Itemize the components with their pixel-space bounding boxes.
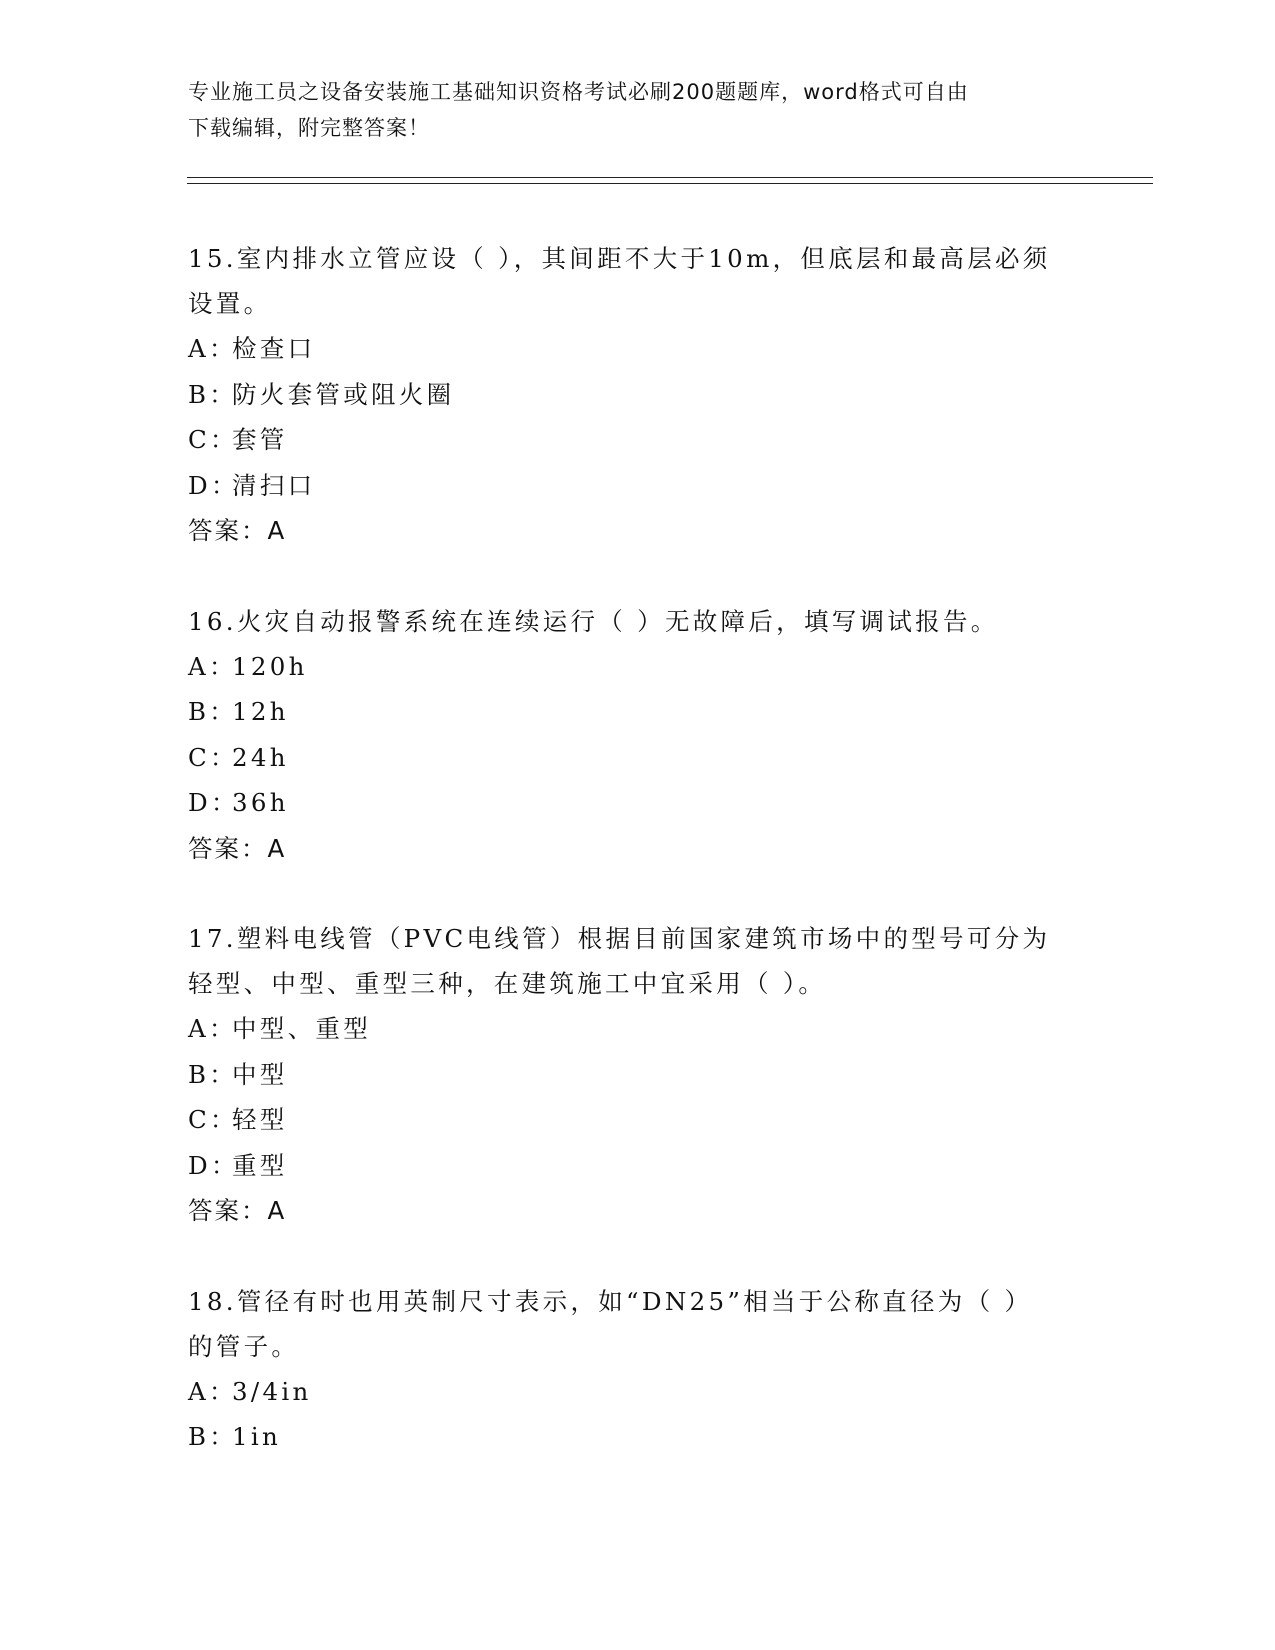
option-text: 24h [232, 742, 289, 772]
question-list [188, 236, 1088, 1505]
option-text: 36h [232, 788, 289, 817]
option-letter: D： [188, 788, 239, 817]
option-text: 套管 [232, 425, 288, 454]
option-d [188, 463, 1088, 509]
option-c [188, 417, 1088, 463]
option-text: 中型 [232, 1059, 288, 1089]
header-line-2: 下载编辑，附完整答案！ [188, 116, 430, 140]
option-a [188, 1369, 1088, 1415]
option-b [188, 1052, 1088, 1098]
option-text: 检查口 [232, 334, 316, 363]
option-text: 12h [232, 697, 289, 726]
question-stem-line-2: 轻型、中型、重型三种，在建筑施工中宜采用（ ）。 [188, 969, 827, 998]
question-stem-line-1: 16.火灾自动报警系统在连续运行（ ）无故障后，填写调试报告。 [188, 606, 999, 636]
header-divider-bottom [187, 183, 1153, 184]
answer-line: 答案：A [188, 516, 287, 545]
option-letter: A： [188, 1014, 237, 1043]
question-17 [188, 916, 1088, 1234]
question-18 [188, 1279, 1088, 1460]
option-d [188, 1143, 1088, 1189]
option-letter: D： [188, 1150, 239, 1180]
header-divider-top [187, 177, 1153, 178]
question-16 [188, 599, 1088, 872]
option-letter: C： [188, 425, 238, 454]
option-a [188, 1006, 1088, 1052]
option-a [188, 644, 1088, 690]
question-stem-line-1: 17.塑料电线管（PVC电线管）根据目前国家建筑市场中的型号可分为 [188, 924, 1051, 953]
option-text: 重型 [232, 1150, 288, 1180]
option-b [188, 689, 1088, 735]
answer-line: 答案：A [188, 833, 287, 863]
option-text: 3/4in [232, 1376, 312, 1406]
option-letter: C： [188, 1105, 238, 1134]
option-letter: C： [188, 742, 238, 772]
option-c [188, 735, 1088, 781]
option-text: 120h [232, 651, 308, 681]
option-text: 轻型 [232, 1105, 288, 1134]
document-header [188, 74, 1088, 146]
question-stem-line-2: 的管子。 [188, 1331, 300, 1361]
option-letter: D： [188, 470, 239, 500]
option-text: 中型、重型 [232, 1014, 371, 1043]
question-15 [188, 236, 1088, 554]
question-stem-line-1: 15.室内排水立管应设（ ），其间距不大于10m，但底层和最高层必须 [188, 244, 1051, 273]
option-letter: B： [188, 1059, 238, 1089]
header-line-1: 专业施工员之设备安装施工基础知识资格考试必刷200题题库，word格式可自由 [188, 80, 969, 104]
option-letter: A： [188, 651, 237, 681]
option-letter: B： [188, 1422, 238, 1451]
question-stem-line-1: 18.管径有时也用英制尺寸表示，如“DN25”相当于公称直径为（ ） [188, 1286, 1033, 1316]
option-letter: B： [188, 697, 238, 726]
option-letter: B： [188, 379, 238, 409]
option-c [188, 1097, 1088, 1143]
option-b [188, 1414, 1088, 1460]
answer-line: 答案：A [188, 1196, 287, 1225]
option-text: 清扫口 [232, 470, 316, 500]
option-text: 防火套管或阻火圈 [232, 379, 455, 409]
question-stem-line-2: 设置。 [188, 289, 272, 318]
option-a [188, 326, 1088, 372]
option-text: 1in [232, 1422, 282, 1451]
option-letter: A： [188, 334, 237, 363]
option-letter: A： [188, 1376, 237, 1406]
option-d [188, 780, 1088, 826]
option-b [188, 372, 1088, 418]
